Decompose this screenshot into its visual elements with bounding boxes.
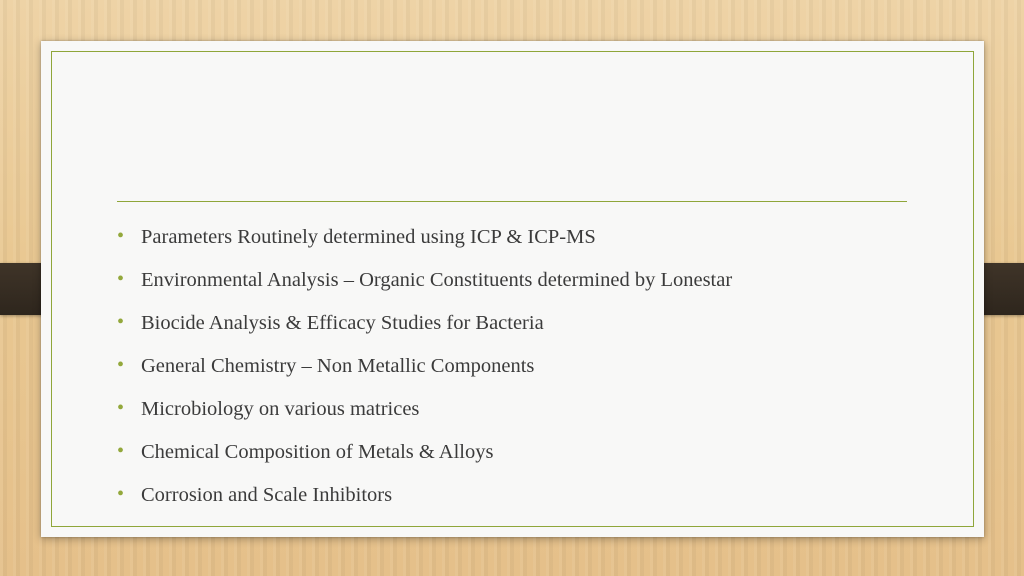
bullet-text: Environmental Analysis – Organic Constituents determined by Lonestar xyxy=(141,269,733,291)
bullet-icon: • xyxy=(117,225,125,247)
list-item xyxy=(113,388,732,431)
list-item xyxy=(113,474,732,517)
list-item xyxy=(113,302,732,345)
bullet-text: Parameters Routinely determined using ICP & ICP-MS xyxy=(141,226,596,248)
list-item xyxy=(113,431,732,474)
bullet-list xyxy=(113,216,732,517)
list-item xyxy=(113,259,732,302)
slide-card xyxy=(41,41,984,537)
bullet-text: Corrosion and Scale Inhibitors xyxy=(141,484,393,506)
list-item xyxy=(113,216,732,259)
bullet-text: General Chemistry – Non Metallic Components xyxy=(141,355,535,377)
bullet-icon: • xyxy=(117,311,125,333)
bullet-text: Biocide Analysis & Efficacy Studies for Bacteria xyxy=(141,312,544,334)
bullet-icon: • xyxy=(117,268,125,290)
bullet-icon: • xyxy=(117,483,125,505)
bullet-text: Microbiology on various matrices xyxy=(141,398,420,420)
bullet-icon: • xyxy=(117,354,125,376)
list-item xyxy=(113,345,732,388)
bullet-icon: • xyxy=(117,397,125,419)
title-divider-line xyxy=(117,201,907,202)
bullet-text: Chemical Composition of Metals & Alloys xyxy=(141,441,494,463)
bullet-icon: • xyxy=(117,440,125,462)
